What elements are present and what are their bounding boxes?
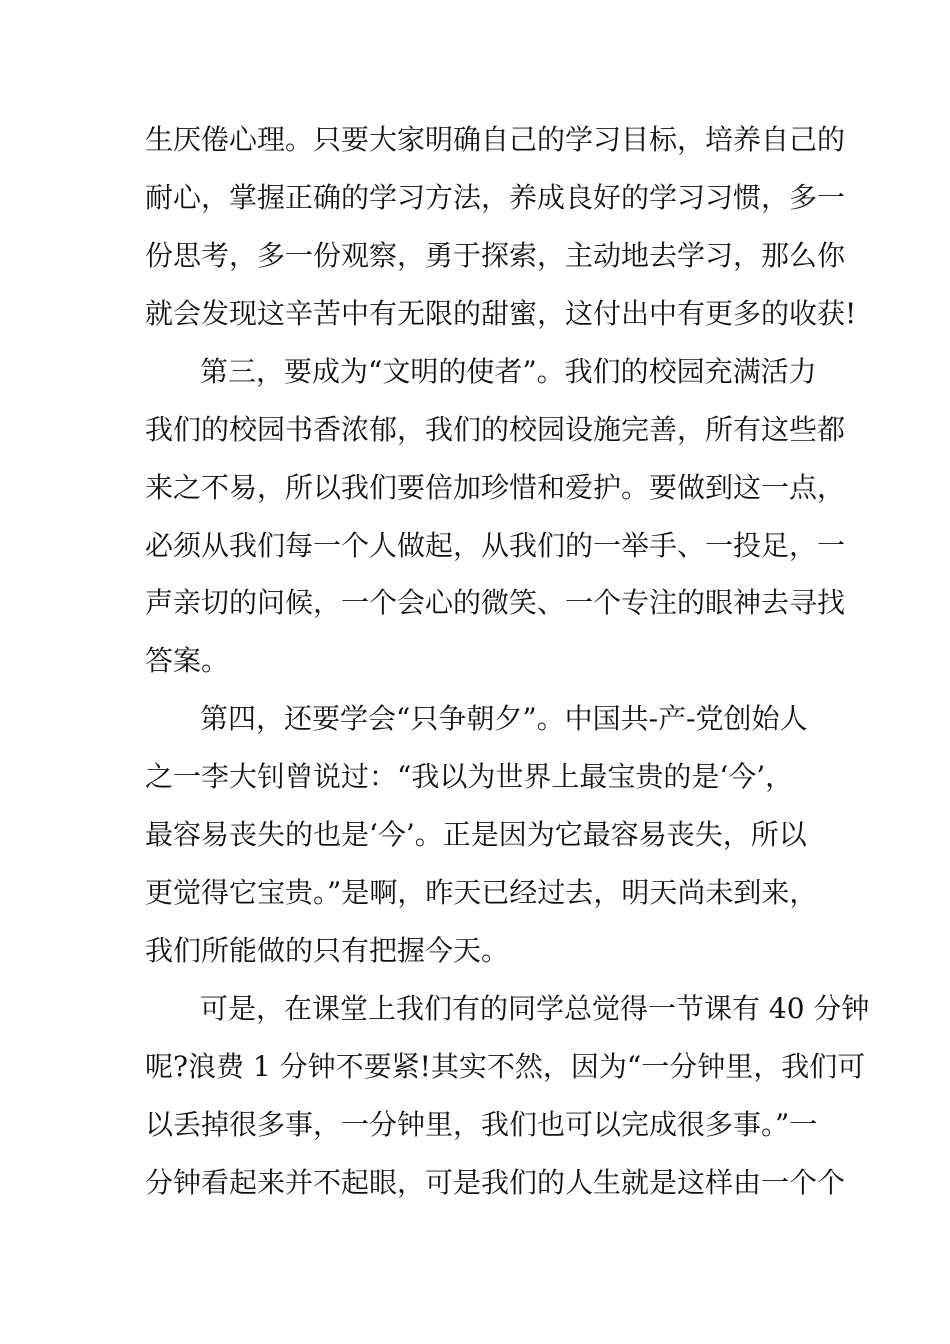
text-line: 之一李大钊曾说过：“我以为世界上最宝贵的是‘今’， — [145, 760, 794, 793]
text-line: 声亲切的问候，一个会心的微笑、一个专注的眼神去寻找 — [145, 586, 846, 619]
text-line: 最容易丧失的也是‘今’。正是因为它最容易丧失，所以 — [145, 818, 807, 851]
paragraph-start-line: 第三，要成为“文明的使者”。我们的校园充满活力 — [200, 355, 817, 388]
text-line: 必须从我们每一个人做起，从我们的一举手、一投足，一 — [145, 529, 846, 562]
text-line: 来之不易，所以我们要倍加珍惜和爱护。要做到这一点， — [145, 471, 846, 504]
text-line: 分钟看起来并不起眼，可是我们的人生就是这样由一个个 — [145, 1166, 846, 1199]
text-line: 耐心，掌握正确的学习方法，养成良好的学习习惯，多一 — [145, 181, 846, 214]
paragraph-start-line: 可是，在课堂上我们有的同学总觉得一节课有 40 分钟 — [200, 992, 870, 1025]
text-line: 我们的校园书香浓郁，我们的校园设施完善，所有这些都 — [145, 413, 846, 446]
text-line: 生厌倦心理。只要大家明确自己的学习目标，培养自己的 — [145, 123, 846, 156]
text-line: 份思考，多一份观察，勇于探索，主动地去学习，那么你 — [145, 239, 846, 272]
text-line: 答案。 — [145, 644, 230, 677]
paragraph-start-line: 第四，还要学会“只争朝夕”。中国共-产-党创始人 — [200, 702, 808, 735]
text-line: 更觉得它宝贵。”是啊，昨天已经过去，明天尚未到来， — [145, 876, 818, 909]
text-line: 呢?浪费 1 分钟不要紧!其实不然，因为“一分钟里，我们可 — [145, 1050, 866, 1083]
text-line: 以丢掉很多事，一分钟里，我们也可以完成很多事。”一 — [145, 1108, 818, 1141]
text-line: 就会发现这辛苦中有无限的甜蜜，这付出中有更多的收获! — [145, 297, 857, 330]
text-line: 我们所能做的只有把握今天。 — [145, 934, 510, 967]
